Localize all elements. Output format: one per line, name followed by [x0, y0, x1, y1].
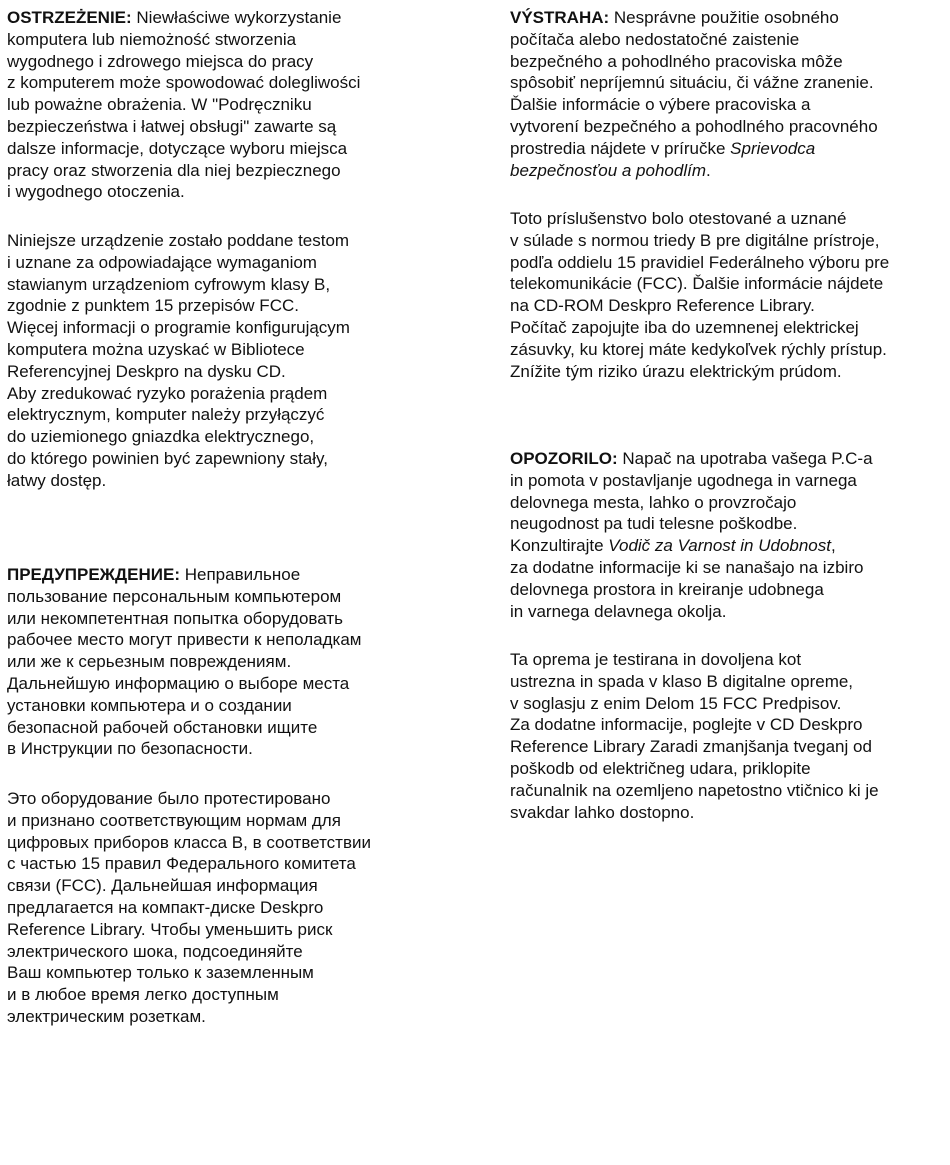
slovenian-fcc-text: v soglasju z enim Delom 15 FCC Predpisov. — [510, 693, 842, 713]
slovak-warning-text: Nesprávne použitie osobného — [609, 8, 839, 27]
slovak-fcc-text: podľa oddielu 15 pravidiel Federálneho výboru pre — [510, 252, 890, 272]
russian-fcc-text: цифровых приборов класса В, в соответствии — [7, 832, 371, 852]
polish-warning-line — [7, 7, 439, 29]
russian-fcc-text: электрическим розеткам. — [7, 1006, 206, 1026]
slovenian-warning-line — [510, 448, 948, 470]
polish-fcc-text: stawianym urządzeniom cyfrowym klasy B, — [7, 274, 331, 294]
polish-fcc-text: do uziemionego gniazdka elektrycznego, — [7, 427, 315, 447]
slovak-warning-text: vytvorení bezpečného a pohodlného pracovného — [510, 116, 878, 136]
russian-warning-text: Дальнейшую информацию о выборе места — [7, 673, 350, 693]
russian-fcc-paragraph — [7, 788, 439, 1028]
slovak-warning-text: bezpečného a pohodlného pracoviska môže — [510, 51, 843, 71]
slovak-fcc-text: na CD-ROM Deskpro Reference Library. — [510, 296, 815, 316]
slovenian-warning-text: Napač na upotraba vašega P.C-a — [617, 449, 873, 468]
slovenian-warning-line — [510, 535, 948, 557]
polish-fcc-text: Aby zredukować ryzyko porażenia prądem — [7, 383, 328, 403]
polish-fcc-text: zgodnie z punktem 15 przepisów FCC. — [7, 296, 299, 316]
slovenian-fcc-text: Za dodatne informacije, poglejte v CD Deskpro — [510, 715, 863, 735]
slovak-warning-text: Ďalšie informácie o výbere pracoviska a — [510, 95, 811, 115]
slovenian-warning-text: Konzultirajte — [510, 536, 609, 556]
russian-fcc-text: и признано соответствующим нормам для — [7, 810, 341, 830]
russian-warning-paragraph — [7, 564, 439, 760]
slovenian-fcc-text: Reference Library Zaradi zmanjšanja tveganj od — [510, 737, 872, 757]
slovak-fcc-text: zásuvky, ku ktorej máte kedykoľvek rýchly prístup. — [510, 339, 887, 359]
polish-fcc-text: elektrycznym, komputer należy przyłączyć — [7, 405, 325, 425]
slovenian-fcc-text: poškodb od električneg udara, priklopite — [510, 758, 811, 778]
slovak-warning-line — [510, 138, 948, 160]
polish-warning-heading: OSTRZEŻENIE: — [7, 8, 132, 27]
russian-fcc-text: предлагается на компакт-диске Deskpro — [7, 897, 324, 917]
slovenian-warning-text: in varnega delavnega okolja. — [510, 601, 727, 621]
slovak-fcc-text: v súlade s normou triedy B pre digitálne prístroje, — [510, 230, 880, 250]
russian-warning-text: рабочее место могут привести к неполадкам — [7, 630, 362, 650]
slovenian-warning-text: delovnega mesta, lahko o provzročajo — [510, 492, 797, 512]
russian-fcc-text: и в любое время легко доступным — [7, 985, 279, 1005]
slovak-fcc-text: telekomunikácie (FCC). Ďalšie informácie nájdete — [510, 274, 884, 294]
slovak-fcc-text: Toto príslušenstvo bolo otestované a uznané — [510, 209, 847, 228]
polish-warning-text: pracy oraz stworzenia dla niej bezpiecznego — [7, 160, 341, 180]
polish-warning-text: i wygodnego otoczenia. — [7, 182, 185, 202]
slovenian-warning-text: neugodnost pa tudi telesne poškodbe. — [510, 514, 798, 534]
russian-warning-line — [7, 564, 439, 586]
slovak-guide-title: Sprievodca — [730, 138, 816, 158]
slovenian-fcc-text: Ta oprema je testirana in dovoljena kot — [510, 650, 802, 669]
slovenian-warning-text: , — [830, 536, 836, 556]
polish-fcc-text: do którego powinien być zapewniony stały, — [7, 448, 328, 468]
polish-warning-text: wygodnego i zdrowego miejsca do pracy — [7, 51, 314, 71]
slovenian-warning-paragraph — [510, 448, 948, 622]
polish-warning-text: Niewłaściwe wykorzystanie — [131, 8, 342, 27]
slovak-warning-text: počítača alebo nedostatočné zaistenie — [510, 29, 800, 49]
slovenian-warning-text: in pomota v postavljanje ugodnega in varnega — [510, 470, 857, 490]
slovak-fcc-text: Znížite tým riziko úrazu elektrickým prúdom. — [510, 361, 842, 381]
slovenian-guide-title: Vodič za Varnost in Udobnost — [608, 536, 831, 556]
slovenian-warning-text: za dodatne informacije ki se nanašajo na izbiro — [510, 557, 864, 577]
russian-warning-text: или же к серьезным повреждениям. — [7, 652, 292, 672]
russian-warning-text: Неправильное — [180, 565, 301, 584]
polish-fcc-text: komputera można uzyskać w Bibliotece — [7, 339, 305, 359]
russian-warning-text: в Инструкции по безопасности. — [7, 739, 253, 759]
slovak-guide-title: bezpečnosťou a pohodlím — [510, 160, 706, 180]
slovenian-fcc-text: ustrezna in spada v klaso B digitalne opreme, — [510, 671, 854, 691]
polish-fcc-text: Więcej informacji o programie konfigurującym — [7, 318, 350, 338]
russian-warning-text: установки компьютера и о создании — [7, 695, 292, 715]
slovak-warning-text: spôsobiť nepríjemnú situáciu, či vážne zranenie. — [510, 73, 874, 93]
polish-warning-text: komputera lub niemożność stworzenia — [7, 29, 297, 49]
slovenian-fcc-text: svakdar lahko dostopno. — [510, 802, 695, 822]
russian-fcc-text: Ваш компьютер только к заземленным — [7, 963, 314, 983]
russian-warning-text: безопасной рабочей обстановки ищите — [7, 717, 318, 737]
russian-warning-heading: ПРЕДУПРЕЖДЕНИЕ: — [7, 565, 180, 584]
polish-warning-text: z komputerem może spowodować dolegliwości — [7, 73, 361, 93]
slovak-warning-heading: VÝSTRAHA: — [510, 8, 610, 27]
slovenian-warning-text: delovnega prostora in kreiranje udobnega — [510, 579, 824, 599]
polish-fcc-text: Referencyjnej Deskpro na dysku CD. — [7, 361, 286, 381]
slovenian-fcc-paragraph — [510, 649, 948, 823]
slovak-warning-paragraph — [510, 7, 948, 181]
russian-fcc-text: с частью 15 правил Федерального комитета — [7, 854, 356, 874]
slovak-fcc-paragraph — [510, 208, 948, 382]
russian-fcc-text: связи (FCC). Дальнейшая информация — [7, 876, 318, 896]
slovak-fcc-text: Počítač zapojujte iba do uzemnenej elektrickej — [510, 317, 859, 337]
slovenian-warning-heading: OPOZORILO: — [510, 449, 618, 468]
russian-warning-text: пользование персональным компьютером — [7, 586, 342, 606]
russian-fcc-text: Reference Library. Чтобы уменьшить риск — [7, 919, 333, 939]
russian-fcc-text: Это оборудование было протестировано — [7, 789, 331, 808]
polish-warning-text: lub poważne obrażenia. W "Podręczniku — [7, 95, 312, 115]
slovak-warning-text: . — [706, 160, 711, 180]
polish-warning-text: bezpieczeństwa i łatwej obsługi" zawarte są — [7, 116, 337, 136]
slovenian-fcc-text: računalnik na ozemljeno napetostno vtičnico ki je — [510, 780, 879, 800]
russian-fcc-text: электрического шока, подсоединяйте — [7, 941, 303, 961]
slovak-warning-text: prostredia nájdete v príručke — [510, 138, 731, 158]
polish-warning-text: dalsze informacje, dotyczące wyboru miejsca — [7, 138, 348, 158]
polish-fcc-text: Niniejsze urządzenie zostało poddane testom — [7, 231, 350, 250]
polish-fcc-paragraph — [7, 230, 439, 492]
polish-fcc-text: i uznane za odpowiadające wymaganiom — [7, 252, 317, 272]
polish-warning-paragraph — [7, 7, 439, 203]
slovak-warning-line — [510, 160, 948, 182]
polish-fcc-text: łatwy dostęp. — [7, 470, 107, 490]
russian-warning-text: или некомпетентная попытка оборудовать — [7, 608, 343, 628]
slovak-warning-line — [510, 7, 948, 29]
